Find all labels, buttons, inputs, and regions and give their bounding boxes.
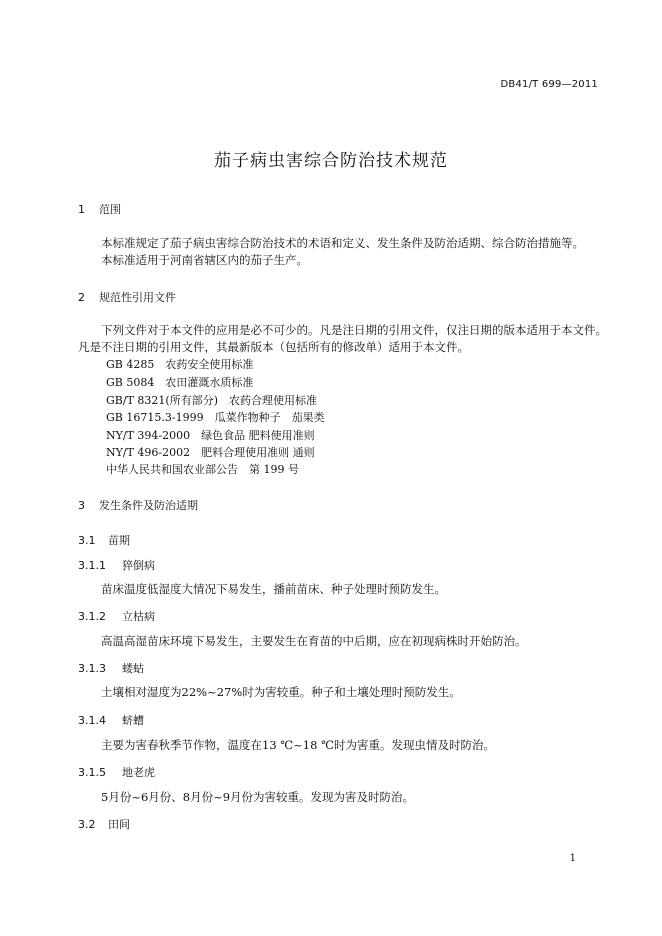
subsection-3-1-heading — [78, 532, 130, 548]
paragraph: 苗床温度低湿度大情况下易发生，播前苗床、种子处理时预防发生。 — [101, 582, 446, 596]
section-number: 3.1 — [78, 534, 96, 547]
section-title: 地老虎 — [122, 766, 155, 779]
section-title: 蝼蛄 — [122, 662, 144, 675]
section-title: 规范性引用文件 — [99, 291, 176, 304]
section-title: 蛴螬 — [122, 714, 144, 727]
reference-item: GB 5084 农田灌溉水质标准 — [106, 376, 254, 389]
document-title: 茄子病虫害综合防治技术规范 — [214, 151, 448, 171]
section-1-heading — [78, 201, 121, 217]
paragraph: 凡是不注日期的引用文件，其最新版本（包括所有的修改单）适用于本文件。 — [78, 340, 469, 354]
section-number: 3.1.2 — [78, 610, 106, 623]
paragraph: 土壤相对湿度为22%~27%时为害较重。种子和土壤处理时预防发生。 — [101, 685, 461, 699]
reference-item: GB/T 8321(所有部分) 农药合理使用标准 — [106, 394, 317, 407]
subsection-3-2-heading — [78, 816, 130, 832]
section-3-heading — [78, 497, 198, 513]
subsection-3-1-1-heading — [78, 557, 155, 573]
section-title: 田间 — [108, 818, 130, 831]
reference-item: GB 4285 农药安全使用标准 — [106, 358, 254, 371]
section-title: 猝倒病 — [122, 559, 155, 572]
section-title: 立枯病 — [122, 610, 155, 623]
reference-item: 中华人民共和国农业部公告 第 199 号 — [106, 463, 299, 476]
section-number: 3.2 — [78, 818, 96, 831]
reference-item: GB 16715.3-1999 瓜菜作物种子 茄果类 — [106, 411, 325, 424]
section-title: 苗期 — [108, 534, 130, 547]
section-number: 3.1.5 — [78, 766, 106, 779]
section-number: 3 — [78, 499, 85, 512]
paragraph: 主要为害春秋季节作物，温度在13 ℃~18 ℃时为害重。发现虫情及时防治。 — [101, 738, 495, 752]
section-number: 3.1.4 — [78, 714, 106, 727]
document-number: DB41/T 699—2011 — [500, 79, 598, 90]
section-title: 发生条件及防治适期 — [99, 499, 198, 512]
subsection-3-1-5-heading — [78, 764, 155, 780]
paragraph: 本标准适用于河南省辖区内的茄子生产。 — [101, 253, 308, 267]
subsection-3-1-3-heading — [78, 660, 144, 676]
section-number: 2 — [78, 291, 85, 304]
section-title: 范围 — [99, 203, 121, 216]
paragraph: 高温高湿苗床环境下易发生，主要发生在育苗的中后期，应在初现病株时开始防治。 — [101, 634, 527, 648]
section-2-heading — [78, 289, 176, 305]
paragraph: 5月份~6月份、8月份~9月份为害较重。发现为害及时防治。 — [101, 790, 415, 804]
subsection-3-1-2-heading — [78, 608, 155, 624]
section-number: 1 — [78, 203, 85, 216]
reference-item: NY/T 394-2000 绿色食品 肥料使用准则 — [106, 429, 315, 442]
subsection-3-1-4-heading — [78, 712, 144, 728]
page-number: 1 — [569, 853, 576, 864]
paragraph: 本标准规定了茄子病虫害综合防治技术的术语和定义、发生条件及防治适期、综合防治措施等。 — [101, 236, 584, 250]
section-number: 3.1.3 — [78, 662, 106, 675]
section-number: 3.1.1 — [78, 559, 106, 572]
paragraph: 下列文件对于本文件的应用是必不可少的。凡是注日期的引用文件，仅注日期的版本适用于本文件。 — [101, 323, 607, 337]
reference-item: NY/T 496-2002 肥料合理使用准则 通则 — [106, 446, 315, 459]
